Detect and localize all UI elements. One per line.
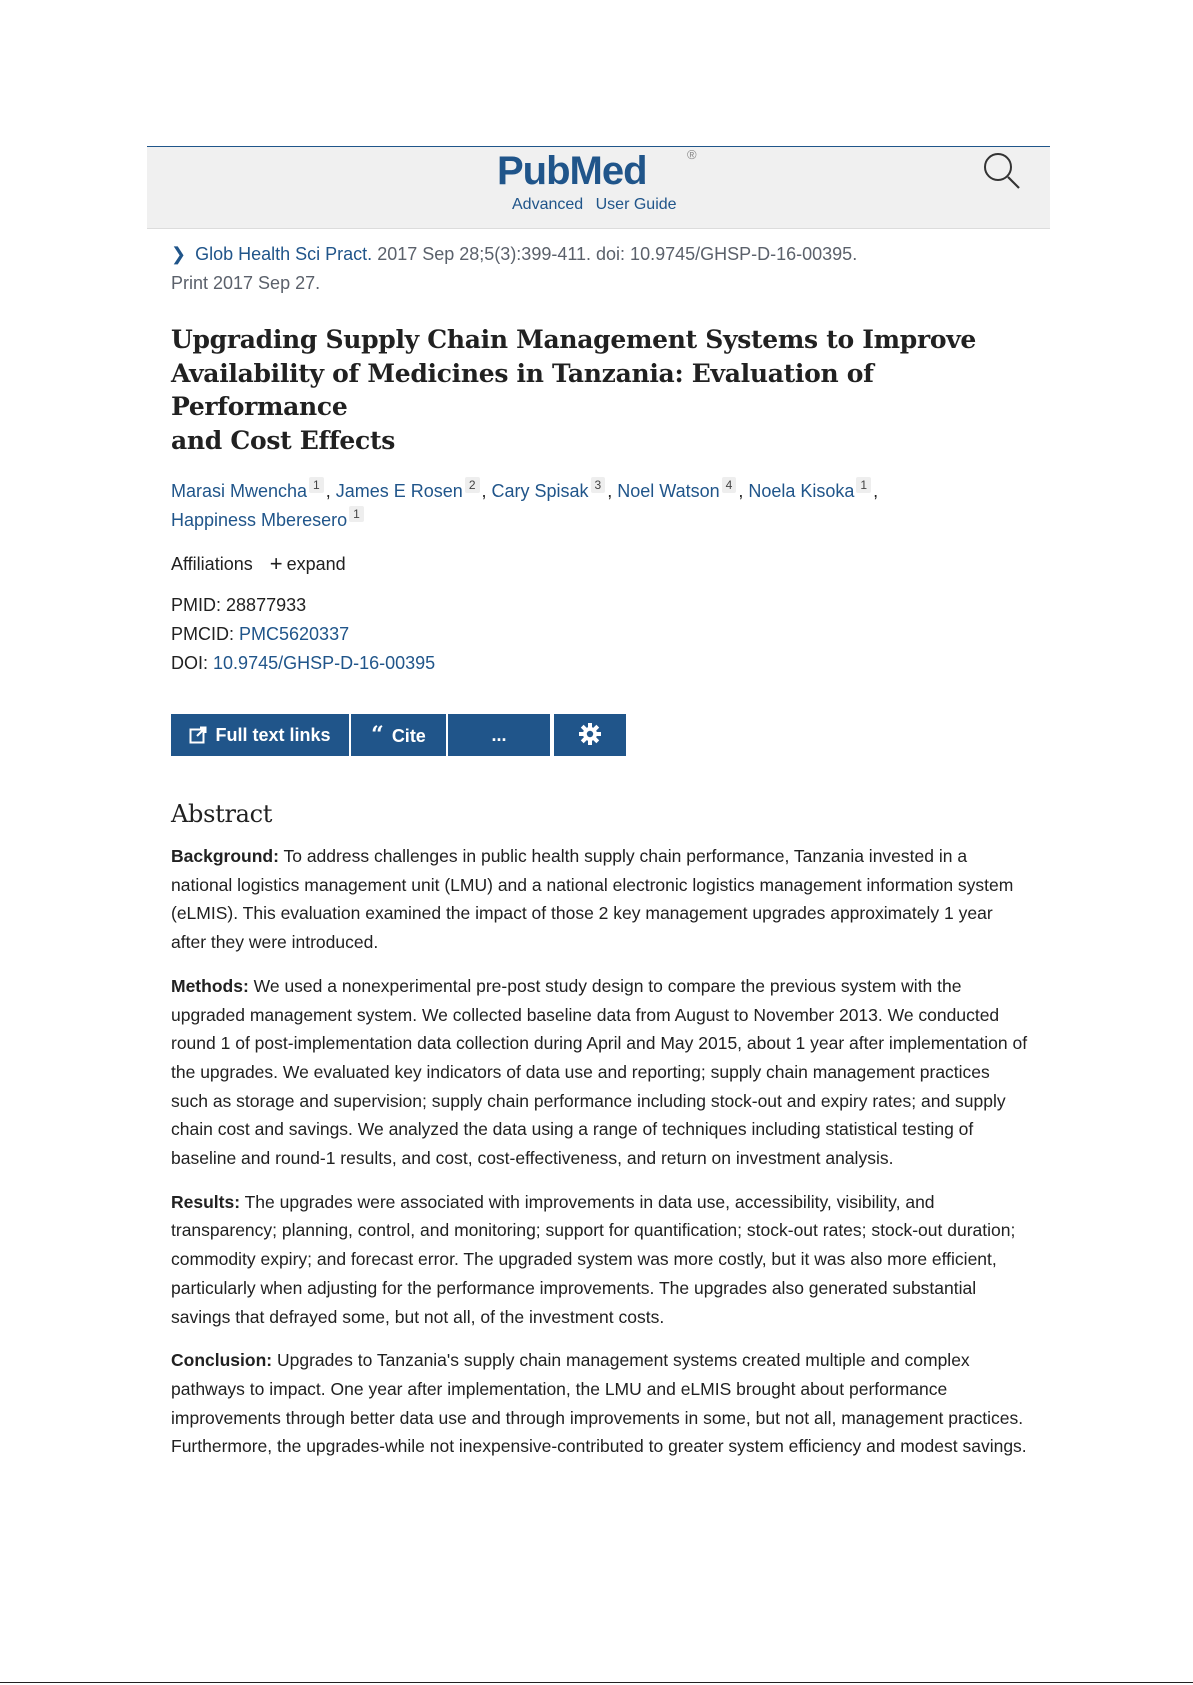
doi-link[interactable]: 10.9745/GHSP-D-16-00395 — [213, 653, 436, 673]
plus-icon: + — [269, 551, 283, 576]
logo-registered-mark: ® — [687, 147, 697, 162]
section-text: Upgrades to Tanzania's supply chain management systems created multiple and complex pathways to impact. One year after implementation, the LMU and eLMIS brought about performance improvements through better data use and through improvements in some, but not all, management practices. Furthermore, the upgrades-while not inexpensive-contributed to greater system efficiency and modest savings. — [171, 1350, 1027, 1457]
pmcid-row — [171, 620, 1031, 649]
logo-text: PubMed — [497, 149, 647, 193]
external-link-icon — [189, 726, 207, 744]
author-list: Marasi Mwencha 1 , James E Rosen 2 , Cary Spisak 3 , Noel Watson 4 , Noela Kisoka 1 , Happiness Mberesero 1 — [171, 478, 879, 530]
author-link[interactable]: James E Rosen — [335, 481, 463, 501]
section-label: Methods: — [171, 975, 249, 996]
cite-label: Cite — [391, 726, 426, 746]
affiliations-row — [171, 549, 1031, 579]
section-label: Results: — [171, 1191, 241, 1212]
abstract-section — [171, 842, 1031, 957]
full-text-links-button[interactable] — [171, 714, 349, 756]
settings-button[interactable] — [554, 714, 626, 756]
pmid-label: PMID: — [171, 595, 222, 615]
section-text: We used a nonexperimental pre-post study design to compare the previous system with the upgraded management system. We collected baseline data from August to November 2013. We conducted round 1 of post-implementation data collection during April and May 2015, about 1 year after implementation of the upgrades. We evaluated key indicators of data use and reporting; supply chain management practices such as storage and supervision; supply chain performance including stock-out and expiry rates; and supply chain cost and savings. We analyzed the data using a range of techniques including statistical testing of baseline and round-1 results, and cost, cost-effectiveness, and return on investment analysis. — [171, 975, 1028, 1169]
user-guide-link[interactable]: User Guide — [595, 196, 677, 213]
pmcid-link[interactable]: PMC5620337 — [239, 624, 350, 644]
full-text-links-label: Full text links — [215, 725, 331, 745]
chevron-right-icon[interactable]: ❯ — [171, 244, 187, 264]
search-icon[interactable] — [982, 151, 1022, 191]
author-link[interactable]: Marasi Mwencha — [171, 481, 308, 501]
more-actions-button[interactable] — [448, 714, 550, 756]
title-line: and Cost Effects — [171, 425, 395, 455]
affiliation-marker[interactable]: 1 — [309, 477, 324, 493]
abstract-section — [171, 972, 1031, 1173]
cite-button[interactable] — [351, 714, 446, 756]
section-text: The upgrades were associated with improvements in data use, accessibility, visibility, and transparency; planning, control, and monitoring; support for quantification; stock-out rates; stock-out duration; commodity expiry; and forecast error. The upgraded system was more costly, but it was also more efficient, particularly when adjusting for the performance improvements. The upgrades also generated substantial savings that defrayed some, but not all, of the investment costs. — [171, 1191, 1016, 1327]
author-link[interactable]: Cary Spisak — [491, 481, 589, 501]
page-bottom-divider — [0, 1682, 1193, 1683]
section-label: Background: — [171, 846, 279, 866]
section-label: Conclusion: — [171, 1350, 273, 1371]
author-link[interactable]: Noel Watson — [617, 481, 720, 501]
advanced-search-link[interactable]: Advanced — [512, 196, 584, 213]
site-header — [147, 146, 1050, 229]
section-text: To address challenges in public health supply chain performance, Tanzania invested in a national logistics management unit (LMU) and a national electronic logistics management information system (eLMIS). This evaluation examined the impact of those 2 key management upgrades approximately 1 year after they were introduced. — [171, 846, 1014, 953]
pmid-value: 28877933 — [226, 595, 307, 615]
expand-affiliations-button[interactable] — [258, 551, 346, 576]
citation-details: 2017 Sep 28;5(3):399-411. doi: 10.9745/GHSP-D-16-00395. — [377, 244, 858, 264]
doi-label: DOI: — [171, 653, 209, 673]
abstract-section — [171, 1346, 1031, 1461]
more-label: ... — [491, 725, 507, 745]
pmcid-label: PMCID: — [171, 624, 234, 644]
quote-icon: “ — [371, 722, 384, 748]
citation — [171, 240, 1031, 298]
affiliation-marker[interactable]: 2 — [465, 477, 480, 493]
doi-row — [171, 649, 1031, 678]
article-title — [171, 323, 1031, 457]
journal-link[interactable]: Glob Health Sci Pract. — [195, 244, 373, 264]
identifiers — [171, 591, 1031, 678]
abstract-section — [171, 1188, 1031, 1332]
expand-label: expand — [286, 554, 346, 574]
affiliation-marker[interactable]: 1 — [856, 477, 871, 493]
abstract-heading: Abstract — [171, 800, 273, 828]
author-link[interactable]: Happiness Mberesero — [171, 510, 348, 530]
pubmed-logo[interactable] — [497, 147, 717, 197]
title-line: Availability of Medicines in Tanzania: Evaluation of Performance — [171, 358, 874, 421]
gear-icon — [578, 722, 602, 746]
title-line: Upgrading Supply Chain Management Systems to Improve — [171, 325, 977, 354]
article-content — [171, 240, 1031, 1461]
author-link[interactable]: Noela Kisoka — [748, 481, 855, 501]
affiliation-marker[interactable]: 1 — [349, 506, 364, 522]
citation-print: Print 2017 Sep 27. — [171, 273, 321, 293]
affiliations-label: Affiliations — [171, 554, 253, 574]
affiliation-marker[interactable]: 4 — [722, 477, 737, 493]
action-buttons — [171, 714, 1031, 756]
header-links — [512, 196, 685, 214]
pmid-row — [171, 591, 1031, 620]
affiliation-marker[interactable]: 3 — [591, 477, 606, 493]
